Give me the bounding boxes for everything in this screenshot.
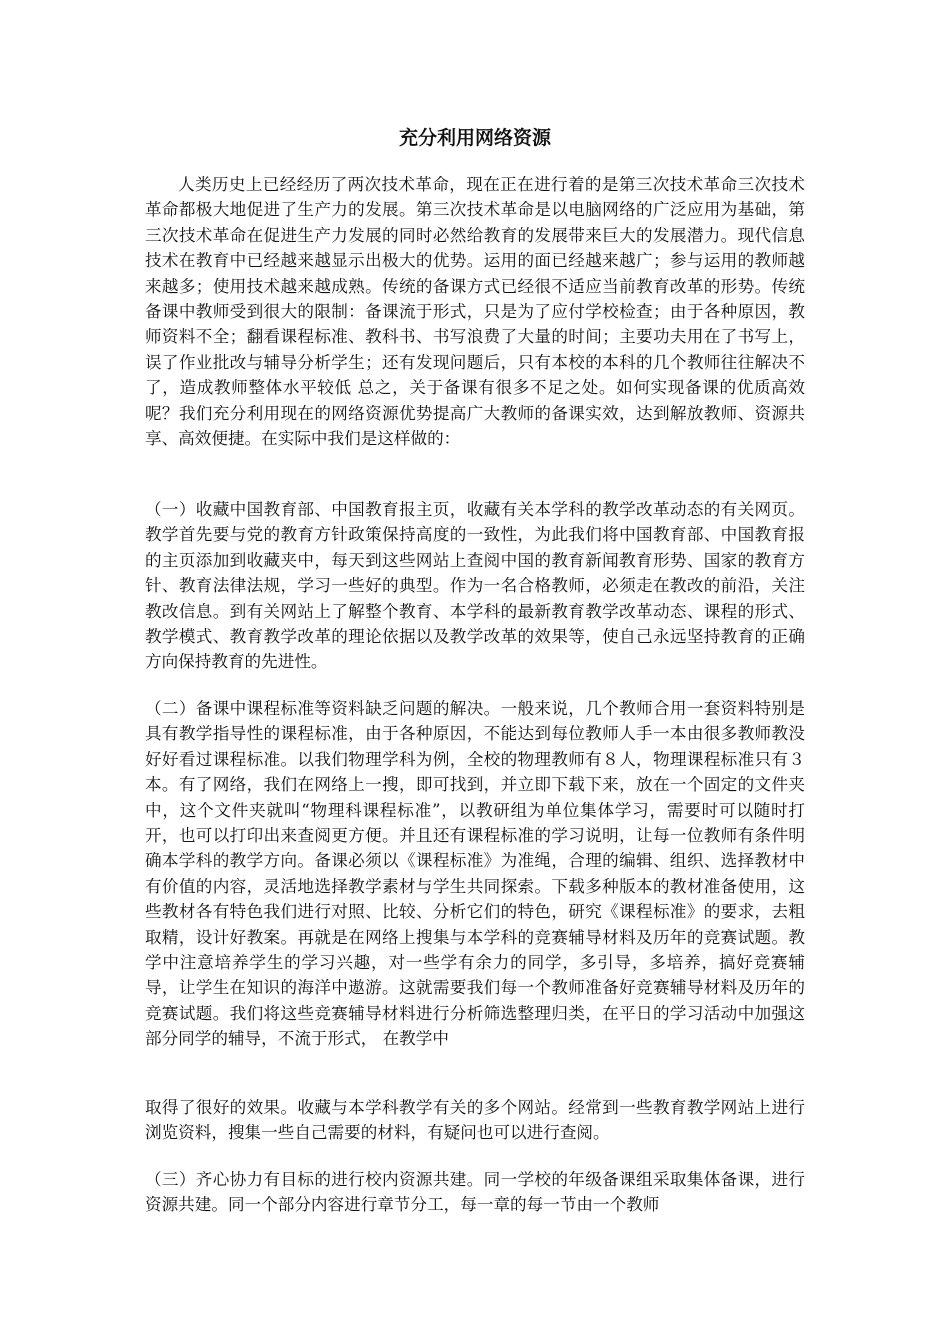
paragraph-section-2: （二）备课中课程标准等资料缺乏问题的解决。一般来说，几个教师合用一套资料特别是具有教学指导性的课程标准，由于各种原因，不能达到每位教师人手一本由很多教师教没好好看过课程标准。以我们物理学科为例，全校的物理教师有８人，物理课程标准只有３本。有了网络，我们在网络上一搜，即可找到，并立即下载下来，放在一个固定的文件夹中，这个文件夹就叫“物理科课程标准”，以教研组为单位集体学习，需要时可以随时打开，也可以打印出来查阅更方便。并且还有课程标准的学习说明，让每一位教师有条件明确本学科的教学方向。备课必须以《课程标准》为准绳，合理的编辑、组织、选择教材中有价值的内容，灵活地选择教学素材与学生共同探索。下载多种版本的教材准备使用，这些教材各有特色我们进行对照、比较、分析它们的特色，研究《课程标准》的要求，去粗取精，设计好教案。再就是在网络上搜集与本学科的竞赛辅导材料及历年的竞赛试题。教学中注意培养学生的学习兴趣，对一些学有余力的同学，多引导，多培养，搞好竞赛辅导，让学生在知识的海洋中遨游。这就需要我们每一个教师准备好竞赛辅导材料及历年的竞赛试题。我们将这些竞赛辅导材料进行分析筛选整理归类，在平日的学习活动中加强这部分同学的辅导，不流于形式， 在教学中 bbox=[145, 699, 805, 1049]
paragraph-intro: 人类历史上已经经历了两次技术革命，现在正在进行着的是第三次技术革命三次技术革命都极大地促进了生产力的发展。第三次技术革命是以电脑网络的广泛应用为基础，第三次技术革命在促进生产力发展的同时必然给教育的发展带来巨大的发展潜力。现代信息技术在教育中已经越来越显示出极大的优势。运用的面已经越来越广；参与运用的教师越来越多；使用技术越来越成熟。传统的备课方式已经很不适应当前教育改革的形势。传统备课中教师受到很大的限制：备课流于形式，只是为了应付学校检查；由于各种原因，教师资料不全；翻看课程标准、教科书、书写浪费了大量的时间；主要功夫用在了书写上，误了作业批改与辅导分析学生；还有发现问题后，只有本校的本科的几个教师往往解决不了，造成教师整体水平较低 总之，关于备课有很多不足之处。如何实现备课的优质高效呢？我们充分利用现在的网络资源优势提高广大教师的备课实效，达到解放教师、资源共享、高效便捷。在实际中我们是这样做的： bbox=[145, 175, 805, 449]
document-title: 充分利用网络资源 bbox=[398, 127, 551, 149]
paragraph-section-1: （一）收藏中国教育部、中国教育报主页，收藏有关本学科的教学改革动态的有关网页。教学首先要与党的教育方针政策保持高度的一致性，为此我们将中国教育部、中国教育报的主页添加到收藏夹中，每天到这些网站上查阅中国的教育新闻教育形势、国家的教育方针、教育法律法规，学习一些好的典型。作为一名合格教师，必须走在教改的前沿，关注教改信息。到有关网站上了解整个教育、本学科的最新教育教学改革动态、课程的形式、教学模式、教育教学改革的理论依据以及教学改革的效果等，使自己永远坚持教育的正确方向保持教育的先进性。 bbox=[145, 500, 805, 672]
paragraph-section-2-continued: 取得了很好的效果。收藏与本学科教学有关的多个网站。经常到一些教育教学网站上进行浏览资料，搜集一些自己需要的材料，有疑问也可以进行查阅。 bbox=[145, 1098, 805, 1143]
paragraph-section-3: （三）齐心协力有目标的进行校内资源共建。同一学校的年级备课组采取集体备课，进行资源共建。同一个部分内容进行章节分工，每一章的每一节由一个教师 bbox=[145, 1170, 805, 1215]
